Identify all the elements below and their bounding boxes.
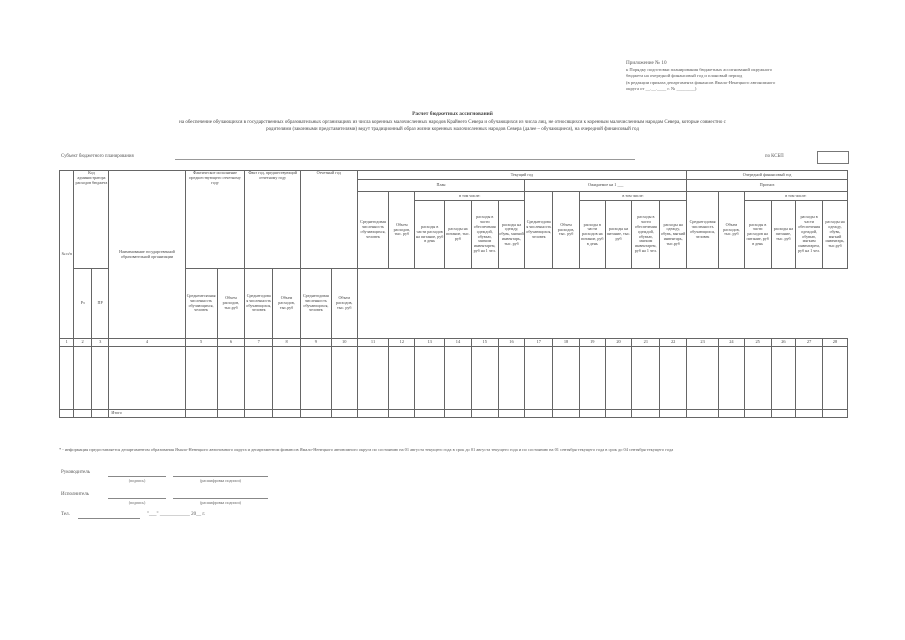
column-number: 18 [553, 339, 580, 347]
table-cell[interactable] [445, 410, 472, 418]
table-cell[interactable] [823, 347, 848, 410]
table-cell[interactable] [60, 347, 74, 410]
col-header-14: расходы на питание, тыс. руб [445, 201, 472, 269]
col-header-6: Объем расходов, тыс.руб [217, 269, 245, 339]
column-number: 14 [445, 339, 472, 347]
col-header-10: Объем расходов, тыс. руб [331, 269, 357, 339]
table-cell[interactable] [553, 347, 580, 410]
executor-signature-caption: (подпись) [128, 500, 146, 505]
okpo-field [817, 151, 849, 164]
table-cell[interactable] [579, 347, 605, 410]
col-header-21: расходы в части обеспечения одеждой, обувью, мягким инвентарем, руб на 1 чел. [632, 201, 660, 269]
budget-table [59, 170, 848, 418]
date-field[interactable]: "___" ____________ 20__ г. [147, 512, 206, 517]
table-cell [91, 410, 109, 418]
column-number: 26 [771, 339, 796, 347]
column-number: 3 [91, 339, 109, 347]
column-number: 21 [632, 339, 660, 347]
table-cell[interactable] [415, 410, 445, 418]
col-header-next-year: Очередной финансовый год [687, 171, 848, 180]
table-cell[interactable] [687, 410, 719, 418]
column-number-row [60, 339, 848, 347]
column-number: 28 [823, 339, 848, 347]
col-header-20: расходы на питание, тыс. руб [605, 201, 632, 269]
table-cell[interactable] [357, 347, 389, 410]
table-cell [74, 410, 92, 418]
column-number: 15 [471, 339, 498, 347]
col-header-18: Объем расходов, тыс. руб [553, 192, 580, 269]
table-cell[interactable] [389, 347, 415, 410]
column-number: 25 [744, 339, 771, 347]
table-cell[interactable] [744, 410, 771, 418]
column-number: 16 [498, 339, 525, 347]
column-number: 1 [60, 339, 74, 347]
col-header-5: Среднемесячная численность обучающихся, человек [185, 269, 217, 339]
table-cell [60, 410, 74, 418]
table-cell[interactable] [300, 410, 331, 418]
col-header-25: расходы в части расходов на питание, руб в день [744, 201, 771, 269]
col-header-forecast: Прогноз [687, 180, 848, 192]
table-cell[interactable] [415, 347, 445, 410]
column-number: 9 [300, 339, 331, 347]
col-header-current-year: Текущий год [357, 171, 687, 180]
column-number: 10 [331, 339, 357, 347]
table-cell[interactable] [744, 347, 771, 410]
column-number: 17 [525, 339, 553, 347]
subject-label: Субъект бюджетного планирования [61, 154, 134, 159]
table-cell[interactable] [109, 347, 185, 410]
executor-label: Исполнитель [61, 492, 89, 497]
table-cell[interactable] [357, 410, 389, 418]
document-title [60, 111, 845, 134]
column-number: 24 [719, 339, 745, 347]
table-cell[interactable] [245, 410, 273, 418]
total-label: Итого [109, 410, 185, 418]
col-header-rz: Рз [74, 269, 92, 339]
column-number: 11 [357, 339, 389, 347]
subject-field-line [175, 159, 635, 160]
column-number: 4 [109, 339, 185, 347]
table-data-row [60, 347, 848, 410]
head-signature-line[interactable] [108, 476, 166, 477]
col-header-26: расходы на питание, тыс. руб [771, 201, 796, 269]
table-cell[interactable] [796, 347, 823, 410]
table-cell[interactable] [525, 347, 553, 410]
table-cell[interactable] [719, 410, 745, 418]
col-header-15: расходы в части обеспечения одеждой, обувью, мягким инвентарем, руб на 1 чел. [471, 201, 498, 269]
column-number: 23 [687, 339, 719, 347]
appendix-line: (в редакции приказа департамента финансов Ямало-Ненецкого автономного [626, 79, 776, 85]
appendix-number: Приложение № 10 [626, 60, 667, 66]
table-cell[interactable] [796, 410, 823, 418]
head-name-line[interactable] [173, 476, 268, 477]
col-header-13: расходы в части расходов на питание, руб в день [415, 201, 445, 269]
column-number: 20 [605, 339, 632, 347]
table-cell[interactable] [579, 410, 605, 418]
title-line: на обеспечение обучающихся в государственных образовательных организациях из числа коренных малочисленных народов Крайнего Севера и обучающихся из числа лиц, не относящихся к коренным малочисленным народам Севера, которые совместно с [179, 119, 726, 125]
column-number: 7 [245, 339, 273, 347]
col-header-24: Объем расходов, тыс. руб [719, 192, 745, 269]
col-header-28: расходы на одежду, обувь, мягкий инвентарь, тыс.руб [823, 201, 848, 269]
col-header-23: Среднегодовая численность обучающихся, человек [687, 192, 719, 269]
phone-label: Тел. [61, 512, 70, 517]
column-number: 12 [389, 339, 415, 347]
col-header-num: № п/п [60, 171, 74, 339]
col-header-8: Объем расходов, тыс.руб [273, 269, 301, 339]
col-header-fact-prev: Фактическое исполнение предшествующего отчетному году [185, 171, 245, 269]
table-cell[interactable] [823, 410, 848, 418]
col-header-org-name: Наименование государственной образовательной организации [109, 171, 185, 339]
col-header-16: расходы на одежду, обувь, мягкий инвентарь, тыс. руб [498, 201, 525, 269]
executor-name-caption: (расшифровка подписи) [200, 500, 241, 505]
col-header-pr: ПР [91, 269, 109, 339]
appendix-line: к Порядку подготовки планирования бюджетных ассигнований окружного [626, 66, 773, 72]
head-label: Руководитель [61, 470, 91, 475]
col-header-22: расходы на одежду, обувь, мягкий инвентарь, тыс.руб [660, 201, 687, 269]
table-cell[interactable] [273, 347, 301, 410]
table-cell[interactable] [498, 347, 525, 410]
col-header-12: Объем расходов, тыс. руб [389, 192, 415, 269]
table-cell[interactable] [632, 347, 660, 410]
table-cell[interactable] [471, 410, 498, 418]
col-header-27: расходы в части обеспечения одеждой, обувью, мягким инвентарем, руб на 1 чел. [796, 201, 823, 269]
column-number: 2 [74, 339, 92, 347]
table-cell[interactable] [719, 347, 745, 410]
col-header-incl: в том числе: [415, 192, 525, 201]
table-cell[interactable] [605, 347, 632, 410]
table-cell[interactable] [632, 410, 660, 418]
table-total-row [60, 410, 848, 418]
table-cell[interactable] [331, 347, 357, 410]
executor-name-line[interactable] [173, 498, 268, 499]
table-cell[interactable] [660, 410, 687, 418]
table-cell[interactable] [185, 410, 217, 418]
table-cell[interactable] [217, 347, 245, 410]
table-cell[interactable] [525, 410, 553, 418]
table-cell[interactable] [605, 410, 632, 418]
phone-field-line[interactable] [78, 518, 140, 519]
table-cell[interactable] [687, 347, 719, 410]
table-cell[interactable] [91, 347, 109, 410]
appendix-header [626, 60, 881, 93]
table-cell[interactable] [185, 347, 217, 410]
table-cell[interactable] [553, 410, 580, 418]
column-number: 13 [415, 339, 445, 347]
table-cell[interactable] [471, 347, 498, 410]
table-cell[interactable] [300, 347, 331, 410]
table-cell[interactable] [217, 410, 245, 418]
table-cell[interactable] [771, 410, 796, 418]
column-number: 8 [273, 339, 301, 347]
col-header-17: Среднегодовая численность обучающихся, человек [525, 192, 553, 269]
title-line: родителями (законными представителями) ведут традиционный образ жизни коренных малочисленных народов Севера (далее – обучающиеся), на очередной финансовый год [266, 127, 639, 132]
col-header-11: Среднегодовая численность обучающихся, человек [357, 192, 389, 269]
head-signature-caption: (подпись) [128, 478, 146, 483]
title-line: Расчет бюджетных ассигнований [412, 111, 493, 117]
col-header-report-year: Отчетный год [300, 171, 357, 269]
table-cell[interactable] [389, 410, 415, 418]
table-cell[interactable] [331, 410, 357, 418]
column-number: 19 [579, 339, 605, 347]
table-cell[interactable] [445, 347, 472, 410]
col-header-incl3: в том числе: [744, 192, 847, 201]
table-cell[interactable] [273, 410, 301, 418]
column-number: 6 [217, 339, 245, 347]
appendix-line: округа от __.__.____ г. № ________) [626, 86, 697, 92]
table-cell[interactable] [74, 347, 92, 410]
col-header-plan: План [357, 180, 525, 192]
okpo-label: по КСБП [765, 154, 784, 159]
col-header-expected: Ожидаемое на 1 ___ [525, 180, 687, 192]
table-cell[interactable] [771, 347, 796, 410]
column-number: 27 [796, 339, 823, 347]
head-name-caption: (расшифровка подписи) [200, 478, 241, 483]
column-number: 5 [185, 339, 217, 347]
footnote: * - информация предоставляется департаментом образования Ямало-Ненецкого автономного округа и департаментом финансов Ямало-Ненецкого автономного округа по состоянию на 01 августа текущего года в срок до 01 августа текущего года и по состоянию на 01 сентября текущего года в срок до 04 сентября текущего года [59, 447, 674, 452]
col-header-9: Среднегодовая численность обучающихся, человек [300, 269, 331, 339]
column-number: 22 [660, 339, 687, 347]
col-header-budget-code: Код администратора расходов бюджета [74, 171, 109, 269]
table-cell[interactable] [498, 410, 525, 418]
col-header-incl2: в том числе: [579, 192, 686, 201]
col-header-19: расходы в части расходов на питание, руб в день [579, 201, 605, 269]
table-cell[interactable] [660, 347, 687, 410]
col-header-fact-year: Факт год, предшествующий отчетному году [245, 171, 301, 269]
table-cell[interactable] [245, 347, 273, 410]
appendix-line: бюджета на очередной финансовый год и плановый период [626, 73, 743, 79]
col-header-7: Среднегодовая численность обучающихся, человек [245, 269, 273, 339]
executor-signature-line[interactable] [108, 498, 166, 499]
